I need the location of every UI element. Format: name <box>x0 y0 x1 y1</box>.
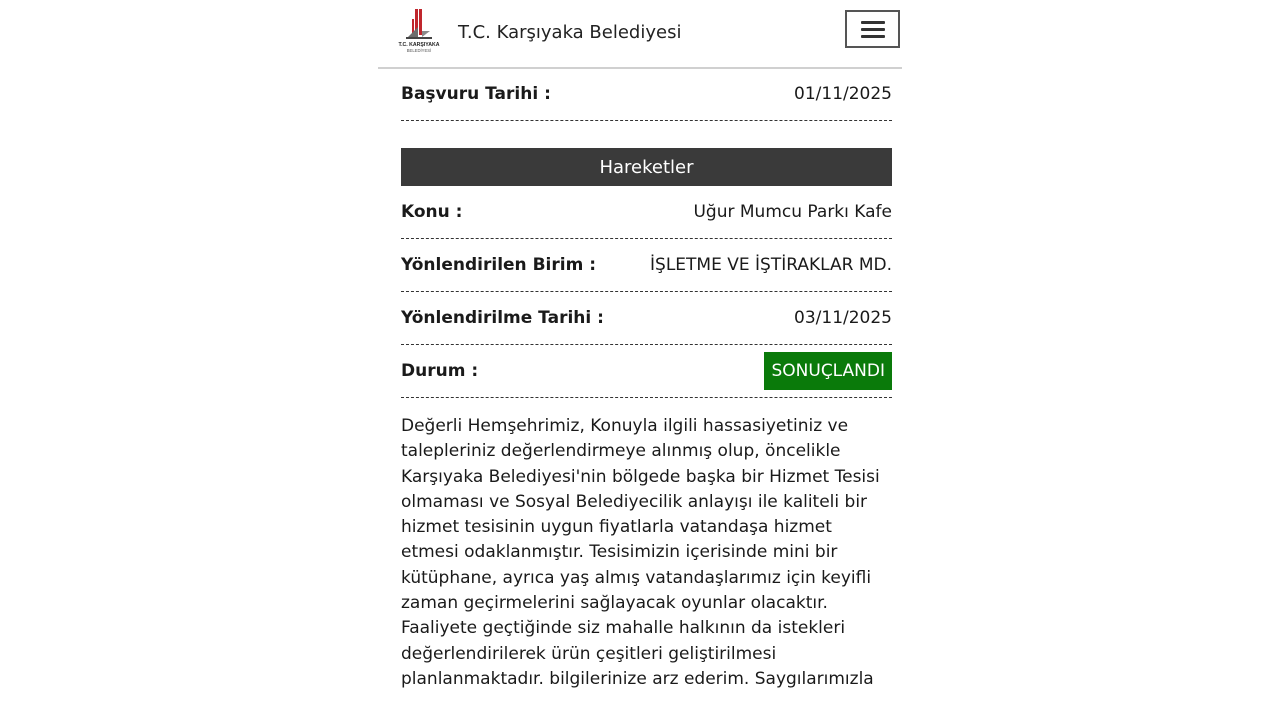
subject-value: Uğur Mumcu Parkı Kafe <box>693 202 892 222</box>
logo-text-line1: T.C. KARŞIYAKA <box>398 42 440 48</box>
menu-toggle-button[interactable] <box>845 10 900 48</box>
logo-text-line2: BELEDİYESİ <box>406 48 432 53</box>
status-label: Durum : <box>401 361 479 381</box>
status-badge: SONUÇLANDI <box>764 352 892 390</box>
movements-section-header: Hareketler <box>401 148 892 186</box>
assigned-unit-value: İŞLETME VE İŞTİRAKLAR MD. <box>650 255 892 275</box>
routing-date-value: 03/11/2025 <box>794 308 892 328</box>
message-line: Değerli Hemşehrimiz, Konuyla ilgili hassasiyetiniz ve <box>401 416 849 436</box>
karsiyaka-municipality-logo[interactable] <box>398 7 440 55</box>
message-line: hizmet tesisinin uygun fiyatlarla vatandaşa hizmet <box>401 517 832 538</box>
subject-row <box>401 186 892 239</box>
response-message <box>401 414 892 692</box>
message-line: zaman geçirmelerini sağlayacak oyunlar olacaktır. <box>401 593 828 614</box>
message-line: etmesi odaklanmıştır. Tesisimizin içerisinde mini bir <box>401 542 838 563</box>
site-title[interactable]: T.C. Karşıyaka Belediyesi <box>458 22 682 43</box>
message-line: planlanmaktadır. bilgilerinize arz ederim. Saygılarımızla <box>401 668 874 689</box>
application-date-value: 01/11/2025 <box>794 84 892 104</box>
assigned-unit-row <box>401 239 892 292</box>
message-line: Karşıyaka Belediyesi'nin bölgede başka bir Hizmet Tesisi <box>401 466 880 487</box>
application-date-label: Başvuru Tarihi : <box>401 84 551 104</box>
message-line: talepleriniz değerlendirmeye alınmış olup, öncelikle <box>401 441 841 462</box>
application-date-row <box>401 68 892 121</box>
routing-date-label: Yönlendirilme Tarihi : <box>401 308 604 328</box>
subject-label: Konu : <box>401 202 463 222</box>
message-line: olmaması ve Sosyal Belediyecilik anlayışı ile kaliteli bir <box>401 491 868 512</box>
mobile-view <box>378 0 902 720</box>
message-line: kütüphane, ayrıca yaş almış vatandaşlarımız için keyifli <box>401 567 872 588</box>
status-row <box>401 345 892 398</box>
logo-mark-icon <box>398 7 440 55</box>
site-header <box>378 0 902 69</box>
message-line: değerlendirilerek ürün çeşitleri geliştirilmesi <box>401 643 777 664</box>
message-line: Faaliyete geçtiğinde siz mahalle halkının da istekleri <box>401 618 846 639</box>
assigned-unit-label: Yönlendirilen Birim : <box>401 255 597 275</box>
routing-date-row <box>401 292 892 345</box>
application-detail <box>401 68 892 692</box>
